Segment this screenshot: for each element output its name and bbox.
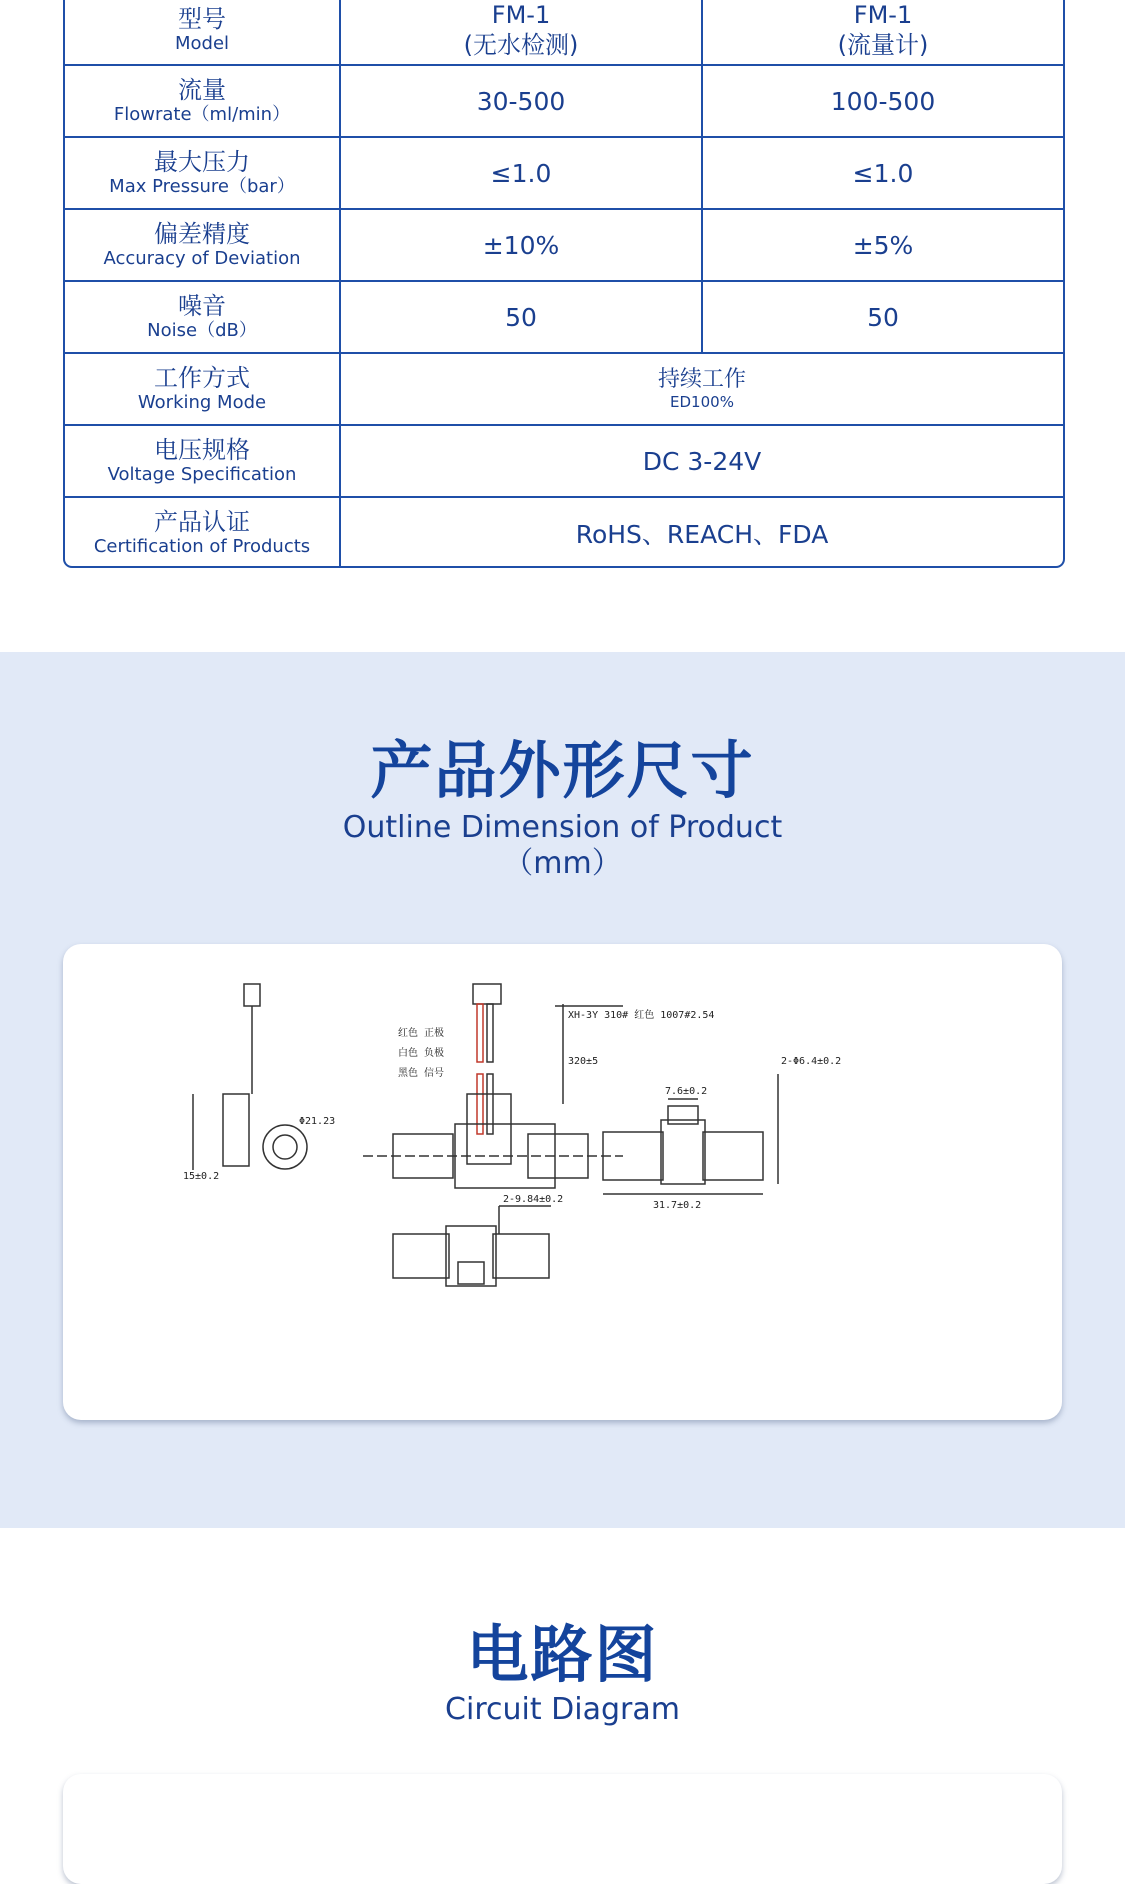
label-body-length: 31.7±0.2: [653, 1200, 702, 1211]
label-white: 白色 负极: [398, 1048, 445, 1059]
table-row: [65, 426, 1063, 496]
table-row: [65, 210, 1063, 280]
cell-value: RoHS、REACH、FDA: [575, 520, 829, 549]
label-red: 红色 正极: [398, 1028, 445, 1039]
cell-value: 30-500: [476, 86, 566, 116]
cell-value: DC 3-24V: [642, 446, 762, 476]
table-row: [65, 282, 1063, 352]
value-cell-span: [341, 354, 1063, 424]
row-label: [65, 138, 341, 208]
dimension-drawing: [63, 944, 1062, 1420]
value-cell: [703, 0, 1063, 64]
label-height: 15±0.2: [183, 1171, 220, 1182]
label-zh: 最大压力: [154, 148, 250, 176]
cell-value: 100-500: [830, 86, 936, 116]
label-en: Model: [174, 33, 230, 54]
row-label: [65, 0, 341, 64]
value-cell: [341, 282, 703, 352]
label-en: Voltage Specification: [107, 464, 297, 485]
label-width-top: 7.6±0.2: [665, 1086, 708, 1097]
value-cell: [341, 210, 703, 280]
value-cell: [703, 66, 1063, 136]
section-unit: （mm）: [503, 846, 622, 881]
label-pipe-diameter: 2-9.84±0.2: [503, 1194, 564, 1205]
row-label: [65, 498, 341, 568]
drawing-card: [63, 944, 1062, 1420]
cell-value: ≤1.0: [852, 158, 914, 188]
label-length: 320±5: [568, 1056, 599, 1067]
section-title: 产品外形尺寸: [370, 734, 755, 807]
section-subtitle: Outline Dimension of Product: [342, 810, 783, 845]
cell-value: ±10%: [482, 230, 560, 260]
cell-value: 50: [867, 302, 899, 332]
label-wire-spec: XH-3Y 310# 红色 1007#2.54: [568, 1010, 715, 1021]
value-cell: [703, 282, 1063, 352]
table-row: [65, 0, 1063, 64]
label-zh: 流量: [178, 76, 226, 104]
value-cell-span: [341, 498, 1063, 568]
model-sub: (无水检测): [463, 31, 579, 59]
label-diameter: Φ21.23: [299, 1116, 336, 1127]
row-label: [65, 426, 341, 496]
label-en: Accuracy of Deviation: [103, 248, 301, 269]
label-zh: 偏差精度: [154, 220, 250, 248]
spec-table: [63, 0, 1065, 568]
outline-section: [0, 652, 1125, 1528]
label-side-diameter: 2-Φ6.4±0.2: [781, 1056, 842, 1067]
model-name: FM-1: [853, 1, 913, 29]
value-cell: [703, 138, 1063, 208]
label-en: Max Pressure（bar）: [109, 176, 295, 197]
value-cell: [703, 210, 1063, 280]
label-zh: 噪音: [178, 292, 226, 320]
label-en: Certification of Products: [93, 536, 311, 557]
row-label: [65, 66, 341, 136]
table-row: [65, 66, 1063, 136]
label-zh: 型号: [178, 5, 226, 33]
table-row: [65, 354, 1063, 424]
value-cell-span: [341, 426, 1063, 496]
value-cell: [341, 66, 703, 136]
value-cell: [341, 138, 703, 208]
cell-value-sub: ED100%: [670, 393, 734, 411]
circuit-title: 电路图: [466, 1618, 659, 1691]
circuit-subtitle: Circuit Diagram: [445, 1692, 680, 1727]
label-en: Flowrate（ml/min）: [113, 104, 291, 125]
cell-value: 50: [505, 302, 537, 332]
value-cell: [341, 0, 703, 64]
row-label: [65, 354, 341, 424]
table-row: [65, 498, 1063, 568]
table-row: [65, 138, 1063, 208]
row-label: [65, 210, 341, 280]
cell-value: 持续工作: [657, 367, 746, 392]
row-label: [65, 282, 341, 352]
label-en: Noise（dB）: [147, 320, 257, 341]
cell-value: ±5%: [852, 230, 914, 260]
label-black: 黑色 信号: [398, 1068, 445, 1079]
circuit-card: [63, 1774, 1062, 1884]
label-zh: 产品认证: [154, 508, 250, 536]
label-zh: 电压规格: [154, 436, 250, 464]
label-en: Working Mode: [137, 392, 267, 413]
model-name: FM-1: [491, 1, 551, 29]
label-zh: 工作方式: [154, 364, 250, 392]
model-sub: (流量计): [837, 31, 929, 59]
cell-value: ≤1.0: [490, 158, 552, 188]
